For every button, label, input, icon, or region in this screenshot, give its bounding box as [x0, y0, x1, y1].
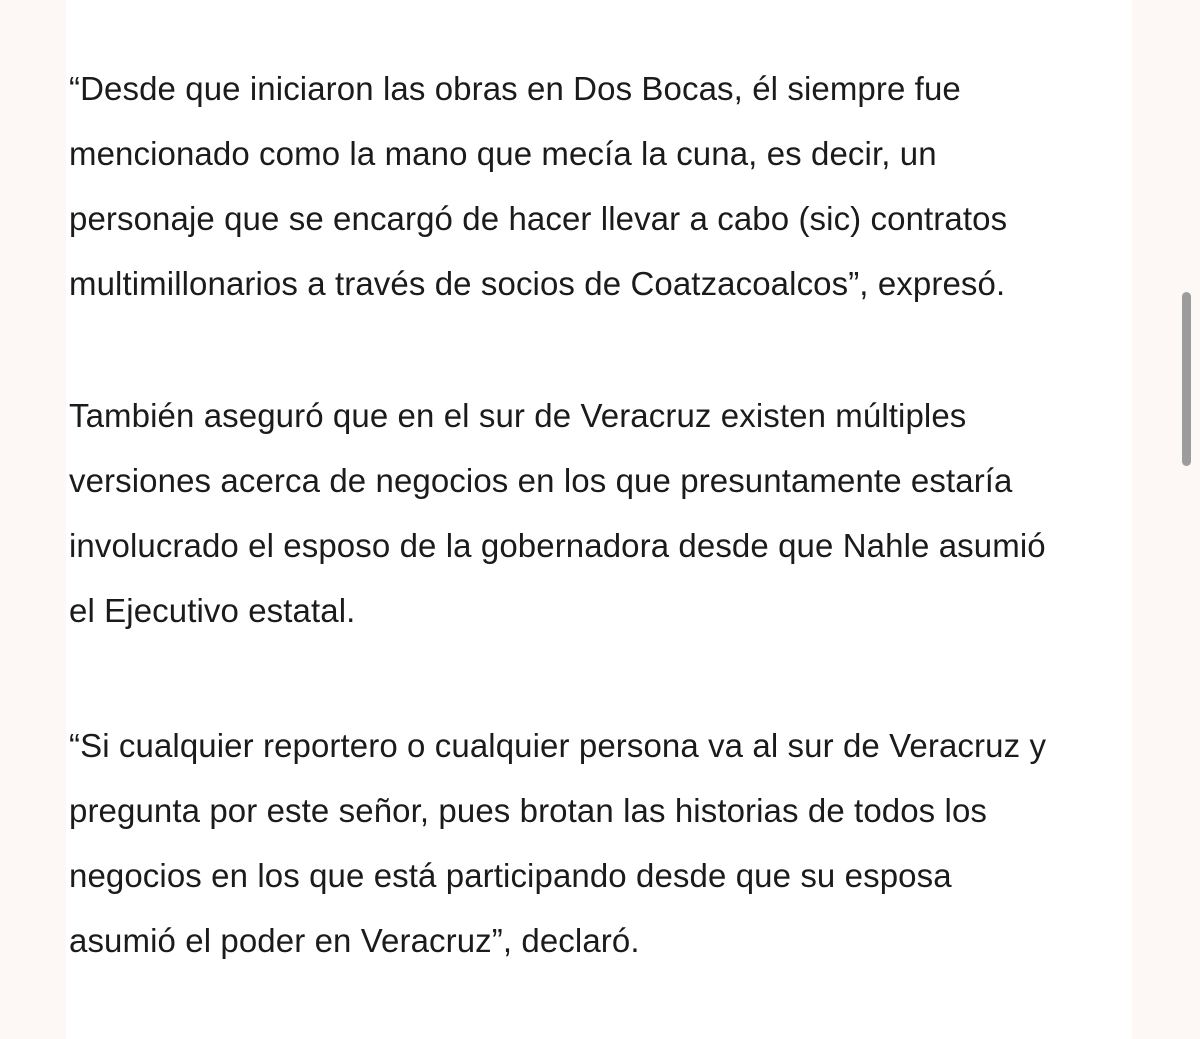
article-paragraph — [69, 713, 1131, 973]
article-paragraph — [69, 56, 1131, 316]
paragraph-line: “Si cualquier reportero o cualquier persona va al sur de Veracruz y — [69, 727, 1047, 764]
paragraph-line: pregunta por este señor, pues brotan las historias de todos los — [69, 792, 988, 829]
paragraph-line: personaje que se encargó de hacer llevar a cabo (sic) contratos — [69, 200, 1008, 237]
paragraph-line: mencionado como la mano que mecía la cuna, es decir, un — [69, 135, 937, 172]
article-paragraph — [69, 383, 1131, 643]
paragraph-line: involucrado el esposo de la gobernadora desde que Nahle asumió — [69, 527, 1046, 564]
scrollbar-thumb[interactable] — [1182, 292, 1191, 466]
paragraph-line: el Ejecutivo estatal. — [69, 592, 356, 629]
paragraph-line: asumió el poder en Veracruz”, declaró. — [69, 922, 640, 959]
paragraph-line: También aseguró que en el sur de Veracruz existen múltiples — [69, 397, 967, 434]
paragraph-line: versiones acerca de negocios en los que presuntamente estaría — [69, 462, 1013, 499]
paragraph-line: “Desde que iniciaron las obras en Dos Bocas, él siempre fue — [69, 70, 961, 107]
vertical-scrollbar[interactable] — [1176, 0, 1200, 1039]
paragraph-line: negocios en los que está participando desde que su esposa — [69, 857, 952, 894]
paragraph-line: multimillonarios a través de socios de Coatzacoalcos”, expresó. — [69, 265, 1006, 302]
